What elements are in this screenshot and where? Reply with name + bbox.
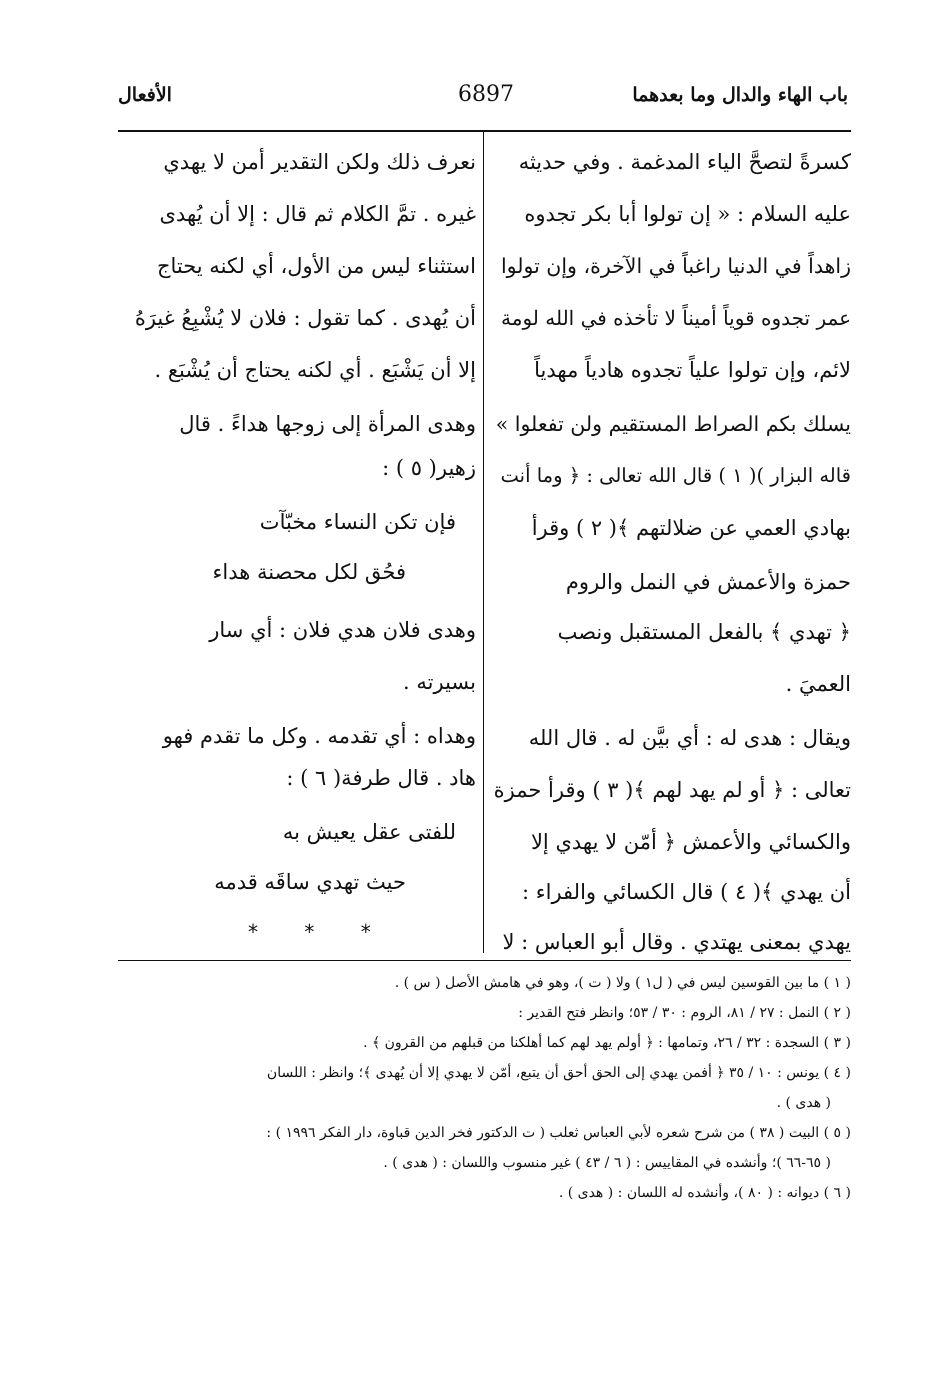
text-line: يهدي بمعنى يهتدي . وقال أبو العباس : لا bbox=[502, 930, 851, 954]
footnote: ( ٣ ) السجدة : ٣٢ / ٢٦، وتمامها : ﴿ أولم يهد لهم كما أهلكنا من قبلهم من القرون ﴾ . bbox=[363, 1035, 851, 1051]
verse-line: فإن تكن النساء مخبّآت bbox=[259, 510, 456, 534]
text-line: نعرف ذلك ولكن التقدير أمن لا يهدي bbox=[163, 150, 476, 174]
text-line: يسلك بكم الصراط المستقيم ولن تفعلوا » bbox=[495, 412, 851, 436]
text-line: عليه السلام : « إن تولوا أبا بكر تجدوه bbox=[524, 202, 851, 226]
text-line: أن يُهدى . كما تقول : فلان لا يُشْبِعُ غيرَهُ bbox=[134, 306, 476, 330]
footnote: ( ٢ ) النمل : ٢٧ / ٨١، الروم : ٣٠ / ٥٣؛ وانظر فتح القدير : bbox=[518, 1005, 851, 1021]
text-line: حمزة والأعمش في النمل والروم bbox=[565, 570, 851, 594]
text-line: ويقال : هدى له : أي بيَّن له . قال الله bbox=[528, 726, 851, 750]
text-line: عمر تجدوه قوياً أميناً لا تأخذه في الله لومة bbox=[501, 306, 851, 330]
text-line: بهادي العمي عن ضلالتهم ﴾( ٢ ) وقرأ bbox=[531, 516, 851, 540]
text-line: كسرةً لتصحَّ الياء المدغمة . وفي حديثه bbox=[518, 150, 851, 174]
footnote: ( ٦٥-٦٦ )؛ وأنشده في المقاييس : ( ٦ / ٤٣ ) غير منسوب واللسان : ( هدى ) . bbox=[383, 1155, 831, 1171]
header-rule bbox=[118, 130, 851, 132]
text-line: بسيرته . bbox=[403, 670, 476, 694]
footnote: ( ١ ) ما بين القوسين ليس في ( ل١ ) ولا ( ت )، وهو في هامش الأصل ( س ) . bbox=[394, 975, 851, 991]
text-line: العميَ . bbox=[785, 672, 851, 696]
column-divider bbox=[483, 131, 484, 953]
chapter-title: باب الهاء والدال وما بعدهما bbox=[632, 84, 848, 106]
footnote-rule bbox=[118, 960, 851, 961]
page-number: 6897 bbox=[458, 82, 514, 107]
text-line: غيره . تمَّ الكلام ثم قال : إلا أن يُهدى bbox=[159, 202, 476, 226]
section-separator: * * * bbox=[248, 920, 391, 944]
right-column bbox=[493, 150, 851, 954]
running-header bbox=[118, 84, 848, 114]
verse-line: حيث تهدي ساقَه قدمه bbox=[214, 870, 406, 894]
text-line: استثناء ليس من الأول، أي لكنه يحتاج bbox=[156, 254, 476, 278]
text-line: وهدى المرأة إلى زوجها هداءً . قال bbox=[179, 412, 476, 436]
text-line: تعالى : ﴿ أو لم يهد لهم ﴾( ٣ ) وقرأ حمزة bbox=[493, 778, 851, 802]
text-line: أن يهدي ﴾( ٤ ) قال الكسائي والفراء : bbox=[522, 880, 851, 904]
text-line: زاهداً في الدنيا راغباً في الآخرة، وإن تولوا bbox=[500, 254, 851, 278]
text-line: قاله البزار )( ١ ) قال الله تعالى : ﴿ وما أنت bbox=[500, 464, 851, 487]
text-line: ﴿ تهدي ﴾ بالفعل المستقبل ونصب bbox=[557, 620, 851, 644]
section-title: الأفعال bbox=[118, 84, 172, 106]
text-line: وهداه : أي تقدمه . وكل ما تقدم فهو bbox=[162, 724, 476, 748]
text-line: إلا أن يَشْبَع . أي لكنه يحتاج أن يُشْبَع . bbox=[154, 358, 476, 382]
footnote: ( هدى ) . bbox=[776, 1095, 831, 1111]
footnote: ( ٦ ) ديوانه : ( ٨٠ )، وأنشده له اللسان : ( هدى ) . bbox=[558, 1185, 851, 1201]
text-line: زهير( ٥ ) : bbox=[382, 456, 476, 480]
left-column bbox=[118, 150, 476, 950]
text-line: هاد . قال طرفة( ٦ ) : bbox=[286, 766, 476, 790]
footnote: ( ٥ ) البيت ( ٣٨ ) من شرح شعره لأبي العباس ثعلب ( ت الدكتور فخر الدين قباوة، دار الفكر ١٩٩٦ ) : bbox=[266, 1125, 851, 1141]
text-line: والكسائي والأعمش ﴿ أمّن لا يهدي إلا bbox=[530, 830, 851, 854]
verse-line: للفتى عقل يعيش به bbox=[282, 820, 456, 844]
text-line: وهدى فلان هدي فلان : أي سار bbox=[209, 618, 476, 642]
text-line: لائم، وإن تولوا علياً تجدوه هادياً مهدياً bbox=[534, 358, 851, 382]
verse-line: فحُق لكل محصنة هداء bbox=[212, 560, 406, 584]
footnote: ( ٤ ) يونس : ١٠ / ٣٥ ﴿ أفمن يهدي إلى الحق أحق أن يتبع، أمّن لا يهدي إلا أن يُهدى ﴾؛ وانظر : اللسان bbox=[266, 1065, 851, 1081]
footnotes bbox=[118, 975, 851, 1225]
